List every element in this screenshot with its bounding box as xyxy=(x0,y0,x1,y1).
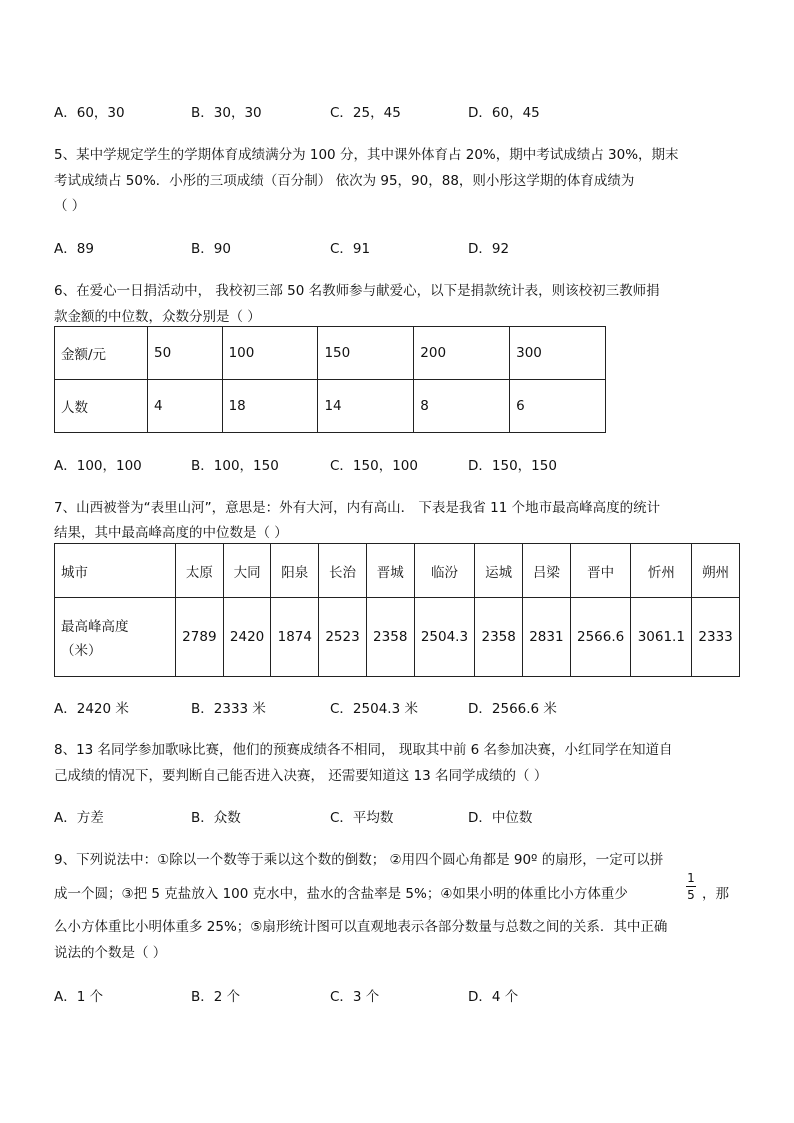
q8-option-a[interactable]: A．方差 xyxy=(54,810,104,826)
table-cell: 2789 xyxy=(176,598,224,677)
q6-donation-table xyxy=(54,326,606,433)
fraction-one-fifth xyxy=(684,871,698,902)
q7-peak-height-table xyxy=(54,543,740,677)
table-cell: 2358 xyxy=(475,598,523,677)
q8-stem-line-1: 8、13 名同学参加歌咏比赛，他们的预赛成绩各不相同， 现取其中前 6 名参加决赛，小红同学在知道自 xyxy=(54,742,673,758)
table-cell: 2523 xyxy=(319,598,367,677)
table-cell: 2358 xyxy=(366,598,414,677)
table-cell: 太原 xyxy=(176,544,224,598)
q8-option-d[interactable]: D．中位数 xyxy=(468,810,533,826)
q6-option-c[interactable]: C．150，100 xyxy=(330,458,418,474)
q9-stem-line-2a: 成一个圆；③把 5 克盐放入 100 克水中，盐水的含盐率是 5%；④如果小明的体重比小方体重少 xyxy=(54,886,628,902)
q9-option-a[interactable]: A．1 个 xyxy=(54,989,104,1005)
q8-option-c[interactable]: C．平均数 xyxy=(330,810,394,826)
table-cell: 2504.3 xyxy=(414,598,475,677)
table-cell: 晋中 xyxy=(570,544,631,598)
q5-option-a[interactable]: A．89 xyxy=(54,241,94,257)
table-cell: 2420 xyxy=(223,598,271,677)
q6-option-b[interactable]: B．100，150 xyxy=(191,458,279,474)
fraction-denominator: 5 xyxy=(687,888,695,902)
q6-option-d[interactable]: D．150，150 xyxy=(468,458,557,474)
q8-stem-line-2: 己成绩的情况下，要判断自己能否进入决赛， 还需要知道这 13 名同学成绩的（ ） xyxy=(54,768,548,784)
q6-stem-line-2: 款金额的中位数，众数分别是（ ） xyxy=(54,309,261,325)
table-cell: 14 xyxy=(318,380,414,433)
table-cell: 运城 xyxy=(475,544,523,598)
q9-stem-line-1: 9、下列说法中：①除以一个数等于乘以这个数的倒数； ②用四个圆心角都是 90º 的扇形，一定可以拼 xyxy=(54,852,664,868)
q9-stem-line-3: 么小方体重比小明体重多 25%；⑤扇形统计图可以直观地表示各部分数量与总数之间的关系．其中正确 xyxy=(54,919,668,935)
table-cell: 300 xyxy=(510,327,606,380)
q7-option-d[interactable]: D．2566.6 米 xyxy=(468,701,557,717)
height-unit-label: （米） xyxy=(61,643,102,659)
table-cell: 200 xyxy=(414,327,510,380)
q6-stem-line-1: 6、在爱心一日捐活动中， 我校初三部 50 名教师参与献爱心，以下是捐款统计表，则该校初三教师捐 xyxy=(54,283,660,299)
table-cell: 朔州 xyxy=(692,544,740,598)
table-cell: 4 xyxy=(148,380,223,433)
q9-stem-line-4: 说法的个数是（ ） xyxy=(54,945,167,961)
q4-option-c[interactable]: C．25，45 xyxy=(330,105,401,121)
table-cell: 人数 xyxy=(55,380,148,433)
table-cell: 2831 xyxy=(523,598,571,677)
q7-option-c[interactable]: C．2504.3 米 xyxy=(330,701,418,717)
q7-stem-line-2: 结果，其中最高峰高度的中位数是（ ） xyxy=(54,525,288,541)
q5-option-d[interactable]: D．92 xyxy=(468,241,510,257)
q5-answer-blank: （ ） xyxy=(54,198,86,214)
q9-option-b[interactable]: B．2 个 xyxy=(191,989,241,1005)
table-cell: 18 xyxy=(222,380,318,433)
table-row xyxy=(55,327,606,380)
table-cell xyxy=(55,598,176,677)
table-row xyxy=(55,544,740,598)
table-cell: 金额/元 xyxy=(55,327,148,380)
table-cell: 阳泉 xyxy=(271,544,319,598)
table-cell: 临汾 xyxy=(414,544,475,598)
table-cell: 2566.6 xyxy=(570,598,631,677)
fraction-bar xyxy=(686,886,696,887)
q9-option-c[interactable]: C．3 个 xyxy=(330,989,380,1005)
q8-option-b[interactable]: B．众数 xyxy=(191,810,241,826)
q5-option-c[interactable]: C．91 xyxy=(330,241,371,257)
q5-stem-line-2: 考试成绩占 50%．小彤的三项成绩（百分制） 依次为 95，90，88，则小彤这学期的体育成绩为 xyxy=(54,173,635,189)
table-cell: 吕梁 xyxy=(523,544,571,598)
table-cell: 50 xyxy=(148,327,223,380)
table-cell: 长治 xyxy=(319,544,367,598)
table-row xyxy=(55,598,740,677)
table-cell: 2333 xyxy=(692,598,740,677)
table-cell: 大同 xyxy=(223,544,271,598)
height-label: 最高峰高度 xyxy=(61,619,129,635)
q4-option-d[interactable]: D．60，45 xyxy=(468,105,540,121)
table-cell: 晋城 xyxy=(366,544,414,598)
fraction-numerator: 1 xyxy=(687,871,695,885)
q5-stem-line-1: 5、某中学规定学生的学期体育成绩满分为 100 分，其中课外体育占 20%，期中考试成绩占 30%，期末 xyxy=(54,147,679,163)
table-cell: 8 xyxy=(414,380,510,433)
table-cell: 100 xyxy=(222,327,318,380)
q7-stem-line-1: 7、山西被誉为“表里山河”，意思是：外有大河，内有高山． 下表是我省 11 个地市最高峰高度的统计 xyxy=(54,500,661,516)
table-cell: 忻州 xyxy=(631,544,692,598)
table-cell: 6 xyxy=(510,380,606,433)
q7-option-a[interactable]: A．2420 米 xyxy=(54,701,129,717)
q9-option-d[interactable]: D．4 个 xyxy=(468,989,519,1005)
q5-option-b[interactable]: B．90 xyxy=(191,241,231,257)
table-cell: 3061.1 xyxy=(631,598,692,677)
table-cell: 1874 xyxy=(271,598,319,677)
q7-option-b[interactable]: B．2333 米 xyxy=(191,701,266,717)
q4-option-a[interactable]: A．60，30 xyxy=(54,105,125,121)
table-row xyxy=(55,380,606,433)
q9-stem-line-2b: ，那 xyxy=(702,886,729,902)
table-cell: 150 xyxy=(318,327,414,380)
q4-option-b[interactable]: B．30，30 xyxy=(191,105,262,121)
q6-option-a[interactable]: A．100，100 xyxy=(54,458,142,474)
table-cell: 城市 xyxy=(55,544,176,598)
